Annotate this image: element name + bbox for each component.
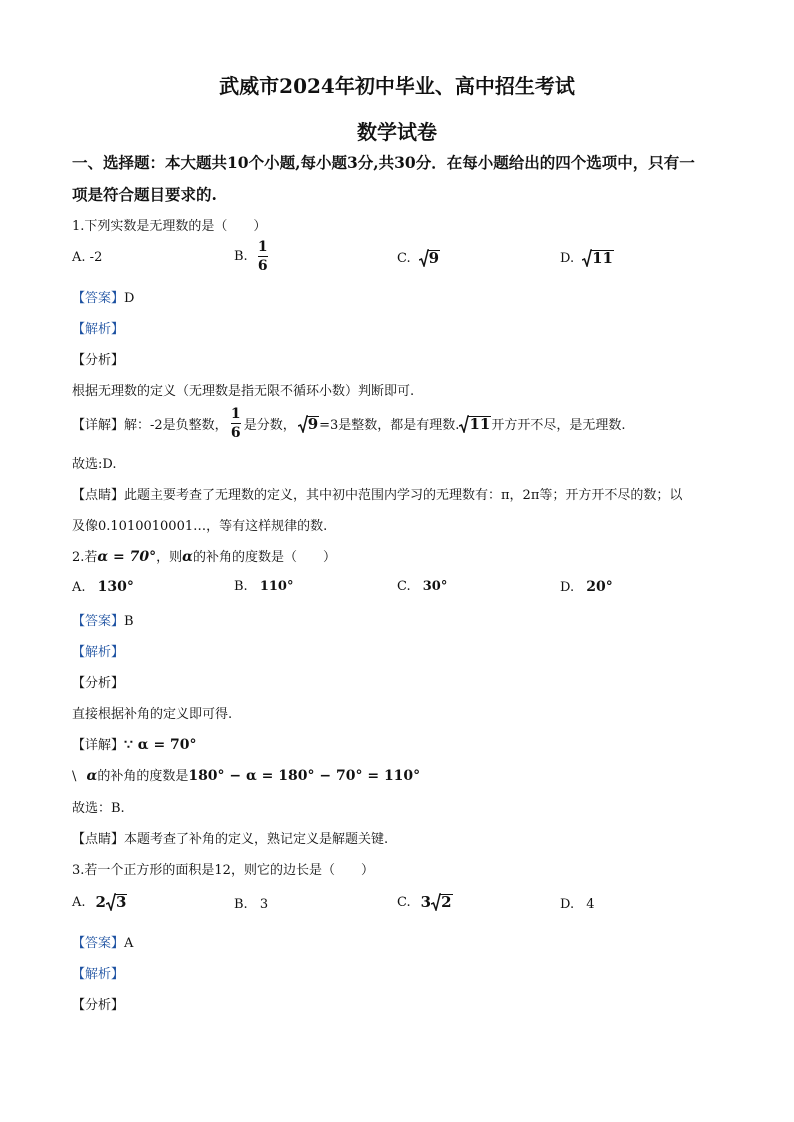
coefficient: 2	[95, 893, 106, 911]
fraction	[258, 240, 268, 273]
option-value: -2	[89, 250, 103, 265]
option-letter: C.	[397, 579, 411, 594]
comment-label: 【点睛】	[72, 832, 125, 847]
option-letter: B.	[234, 579, 248, 594]
radicand: 3	[115, 893, 127, 912]
q1-option-d	[560, 249, 614, 267]
stem-math: α = 70°	[97, 549, 157, 565]
option-letter: A.	[72, 580, 86, 595]
option-letter: A.	[72, 250, 86, 265]
calc-math: 180° − α = 180° − 70° = 110°	[188, 768, 421, 784]
comment-label: 【点睛】	[72, 488, 125, 503]
q2-conclusion: 故选：B.	[72, 801, 125, 816]
section-heading-line2: 项是符合题目要求的.	[72, 185, 217, 204]
option-letter: D.	[560, 580, 575, 595]
q3-option-c	[397, 893, 453, 911]
coefficient: 3	[420, 893, 432, 911]
answer-label: 【答案】	[72, 936, 125, 951]
q3-option-d	[560, 897, 595, 912]
sqrt-expression	[298, 415, 319, 433]
q1-fenxi-text: 根据无理数的定义（无理数是指无限不循环小数）判断即可.	[72, 384, 415, 399]
q2-option-b	[234, 579, 293, 594]
radicand: 11	[592, 249, 613, 268]
radicand: 2	[441, 893, 452, 912]
answer-label: 【答案】	[72, 614, 125, 629]
answer-value: A	[124, 936, 134, 951]
option-letter: A.	[72, 894, 86, 910]
sqrt-expression	[582, 249, 614, 267]
option-letter: B.	[234, 897, 248, 912]
q2-fenxi-label: 【分析】	[72, 676, 125, 691]
q2-option-c	[397, 579, 447, 594]
q2-answer	[72, 610, 134, 629]
sqrt-expression	[419, 249, 440, 267]
denominator: 6	[257, 258, 268, 274]
document-title: 武威市2024年初中毕业、高中招生考试	[219, 74, 575, 98]
numerator: 1	[230, 406, 241, 422]
option-letter: C.	[397, 894, 411, 910]
fraction	[231, 407, 241, 440]
q1-detail	[72, 407, 625, 440]
q3-fenxi-label: 【分析】	[72, 998, 125, 1013]
q1-stem: 1.下列实数是无理数的是（ ）	[72, 219, 267, 234]
option-value: 4	[586, 897, 595, 912]
option-value: 110°	[259, 579, 294, 594]
radicand: 11	[469, 414, 491, 433]
detail-text-d: 开方开不尽，是无理数.	[491, 418, 626, 433]
stem-text-a: 2.若	[72, 550, 98, 565]
section-heading-line1: 一、选择题：本大题共10个小题,每小题3分,共30分．在每小题给出的四个选项中，只有一	[72, 153, 695, 172]
therefore-symbol: \	[72, 769, 77, 784]
answer-value: D	[124, 291, 135, 306]
calc-alpha: α	[86, 768, 98, 784]
q2-analysis-label: 【解析】	[72, 645, 125, 660]
q1-comment-line1	[72, 484, 682, 503]
q2-option-a	[72, 579, 134, 595]
numerator: 1	[257, 239, 268, 255]
q1-option-c	[397, 249, 440, 267]
detail-label: 【详解】	[72, 418, 125, 433]
denominator: 6	[230, 425, 241, 441]
q2-comment	[72, 828, 388, 847]
detail-text-b: 是分数，	[243, 418, 296, 433]
answer-label: 【答案】	[72, 291, 125, 306]
detail-text-a: 解：-2是负整数，	[124, 418, 228, 433]
option-value: 20°	[586, 579, 613, 595]
stem-text-c: 的补角的度数是（ ）	[192, 550, 336, 565]
comment-text: 本题考查了补角的定义，熟记定义是解题关键.	[124, 832, 389, 847]
detail-math: ∵ α = 70°	[124, 737, 197, 753]
q1-fenxi-label: 【分析】	[72, 353, 125, 368]
sqrt-expression	[459, 415, 491, 433]
stem-alpha: α	[182, 549, 193, 565]
q1-conclusion: 故选:D.	[72, 457, 117, 472]
radicand: 9	[307, 414, 319, 433]
q3-option-a	[72, 893, 127, 911]
detail-label: 【详解】	[72, 738, 125, 753]
stem-text-b: ，则	[156, 550, 183, 565]
option-value: 3	[259, 897, 269, 912]
sqrt-expression	[106, 893, 127, 911]
q1-analysis-label: 【解析】	[72, 322, 125, 337]
q1-option-b	[234, 240, 271, 273]
option-letter: B.	[234, 249, 248, 264]
q3-analysis-label: 【解析】	[72, 967, 125, 982]
option-value: 30°	[422, 579, 448, 594]
comment-text: 此题主要考查了无理数的定义，其中初中范围内学习的无理数有：π，2π等；开方开不尽的数；以	[124, 488, 683, 503]
q3-option-b	[234, 897, 268, 912]
calc-text: 的补角的度数是	[97, 769, 189, 784]
option-letter: D.	[560, 250, 575, 266]
option-letter: D.	[560, 897, 575, 912]
document-subtitle: 数学试卷	[357, 120, 437, 144]
option-letter: C.	[397, 250, 411, 266]
q2-option-d	[560, 579, 613, 595]
q3-answer	[72, 932, 133, 951]
sqrt-expression	[431, 893, 452, 911]
q1-comment-line2: 及像0.1010010001…，等有这样规律的数.	[72, 519, 328, 534]
answer-value: B	[124, 614, 134, 629]
option-value: 130°	[97, 579, 134, 595]
q2-fenxi-text: 直接根据补角的定义即可得.	[72, 707, 233, 722]
detail-text-c: =3是整数，都是有理数.	[319, 418, 460, 433]
q2-calc	[72, 765, 420, 784]
radicand: 9	[428, 249, 440, 268]
q1-answer	[72, 287, 134, 306]
q3-stem: 3.若一个正方形的面积是12，则它的边长是（ ）	[72, 863, 374, 878]
q1-option-a	[72, 250, 102, 265]
q2-stem	[72, 546, 336, 565]
q2-detail	[72, 734, 197, 753]
